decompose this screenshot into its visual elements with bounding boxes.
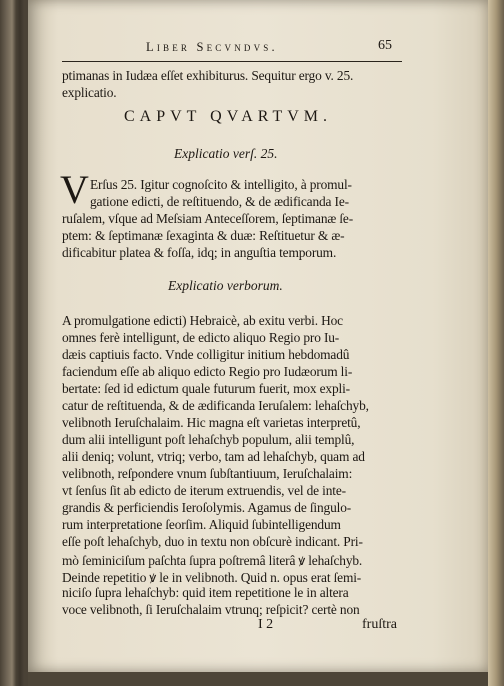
section-heading: Explicatio verſ. 25. (174, 146, 278, 161)
page-edge (488, 0, 504, 686)
section-heading: Explicatio verborum. (168, 278, 283, 293)
text-line: bertate: ſed id edictum quale futurum fuerit, mox expli- (62, 381, 350, 396)
text-line: catur de reſtituenda, & de ædificanda Ieruſalem: lehaſchyb, (62, 398, 369, 413)
text-line: dæis captiuis facto. Vnde colligitur initium hebdomadû (62, 347, 350, 362)
text-line: Deinde repetitio ꝟ le in velibnoth. Quid n. opus erat ſemi- (62, 570, 362, 585)
text-line: voce velibnoth, ſi Ieruſchalaim vtrunq; reſpicit? certè non (62, 602, 360, 617)
text-line: ruſalem, vſque ad Meſsiam Anteceſſorem, ſeptimanæ ſe- (62, 211, 354, 226)
catchword: fruſtra (362, 617, 397, 632)
header-rule (62, 61, 402, 62)
page-number: 65 (378, 38, 392, 53)
text-line: mò ſeminiciſum paſchta ſupra poſtremâ literâ ꝟ lehaſchyb. (62, 553, 363, 568)
page-header (62, 40, 402, 60)
text-line: vt ſenſus ſit ab edicto de iterum extruendis, vel de inte- (62, 483, 346, 498)
chapter-title: CAPVT QVARTVM. (124, 108, 333, 125)
text-line: grandis & perficiendis Ieroſolymis. Agamus de ſingulo- (62, 500, 352, 515)
running-title: Liber Secvndvs. (146, 40, 278, 54)
text-line: explicatio. (62, 85, 117, 100)
text-line: faciendum eſſe ab aliquo edicto Regio pro Iudæorum li- (62, 364, 353, 379)
text-line: velibnoth, reſpondere vnum ſubſtantiuum, Ieruſchalaim: (62, 466, 353, 481)
text-line: gatione edicti, de reſtituendo, & de ædificanda Ie- (90, 194, 349, 209)
signature-mark: I 2 (258, 617, 274, 632)
text-line: niciſo ſupra lehaſchyb: quid item repetitione le in altera (62, 585, 349, 600)
bottom-shadow (28, 672, 488, 686)
text-line: rum interpretatione ſeorſim. Aliquid ſubintelligendum (62, 517, 341, 532)
text-line: omnes ferè intelligunt, de edicto aliquo Regio pro Iu- (62, 330, 340, 345)
text-line: dificabitur platea & foſſa, idq; in anguſtia temporum. (62, 245, 337, 260)
text-line: Erſus 25. Igitur cognoſcito & intelligito, à promul- (90, 177, 352, 192)
text-line: dum alii intelligunt poſt lehaſchyb populum, alii templû, (62, 432, 355, 447)
text-line: alii deniq; volunt, vtriq; verbo, tam ad lehaſchyb, quam ad (62, 449, 365, 464)
text-line: ptem: & ſeptimanæ ſexaginta & duæ: Reſtituetur & æ- (62, 228, 345, 243)
text-line: velibnoth Ieruſchalaim. Hic magna eſt varietas interpretû, (62, 415, 361, 430)
text-line: eſſe poſt lehaſchyb, duo in textu non obſcurè indicant. Pri- (62, 534, 363, 549)
text-line: ptimanas in Iudæa eſſet exhibiturus. Sequitur ergo v. 25. (62, 68, 354, 83)
text-line: A promulgatione edicti) Hebraicè, ab exitu verbi. Hoc (62, 313, 343, 328)
drop-cap: V (60, 167, 89, 212)
